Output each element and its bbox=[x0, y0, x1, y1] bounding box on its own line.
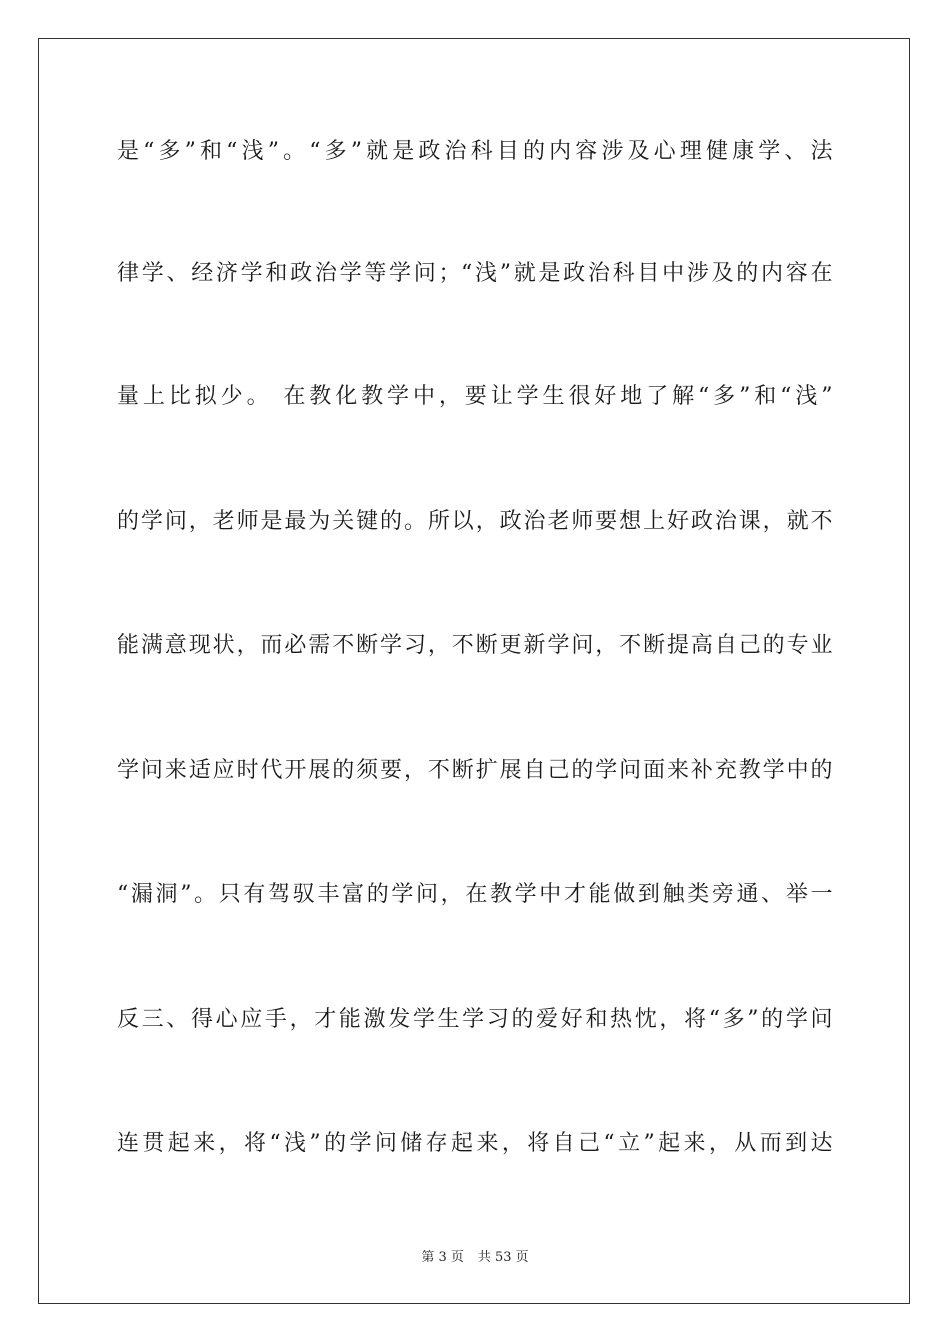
text-line-8: 反三、得心应手，才能激发学生学习的爱好和热忱，将“多”的学问 bbox=[117, 1007, 833, 1032]
page-footer bbox=[0, 1246, 950, 1265]
text-line-7: “漏洞”。只有驾驭丰富的学问，在教学中才能做到触类旁通、举一 bbox=[117, 882, 833, 907]
text-line-9: 连贯起来，将“浅”的学问储存起来，将自己“立”起来，从而到达 bbox=[117, 1131, 833, 1156]
text-line-5: 能满意现状，而必需不断学习，不断更新学问，不断提高自己的专业 bbox=[117, 633, 833, 658]
text-line-2: 律学、经济学和政治学等学问；“浅”就是政治科目中涉及的内容在 bbox=[117, 261, 833, 286]
text-line-4: 的学问，老师是最为关键的。所以，政治老师要想上好政治课，就不 bbox=[117, 509, 833, 534]
page-border bbox=[38, 38, 910, 1304]
text-line-1: 是“多”和“浅”。“多”就是政治科目的内容涉及心理健康学、法 bbox=[117, 139, 833, 164]
page-number: 第 3 页 bbox=[421, 1250, 464, 1265]
page-total: 共 53 页 bbox=[477, 1250, 529, 1265]
text-line-3: 量上比拟少。 在教化教学中，要让学生很好地了解“多”和“浅” bbox=[117, 384, 833, 409]
text-line-6: 学问来适应时代开展的须要，不断扩展自己的学问面来补充教学中的 bbox=[117, 758, 833, 783]
